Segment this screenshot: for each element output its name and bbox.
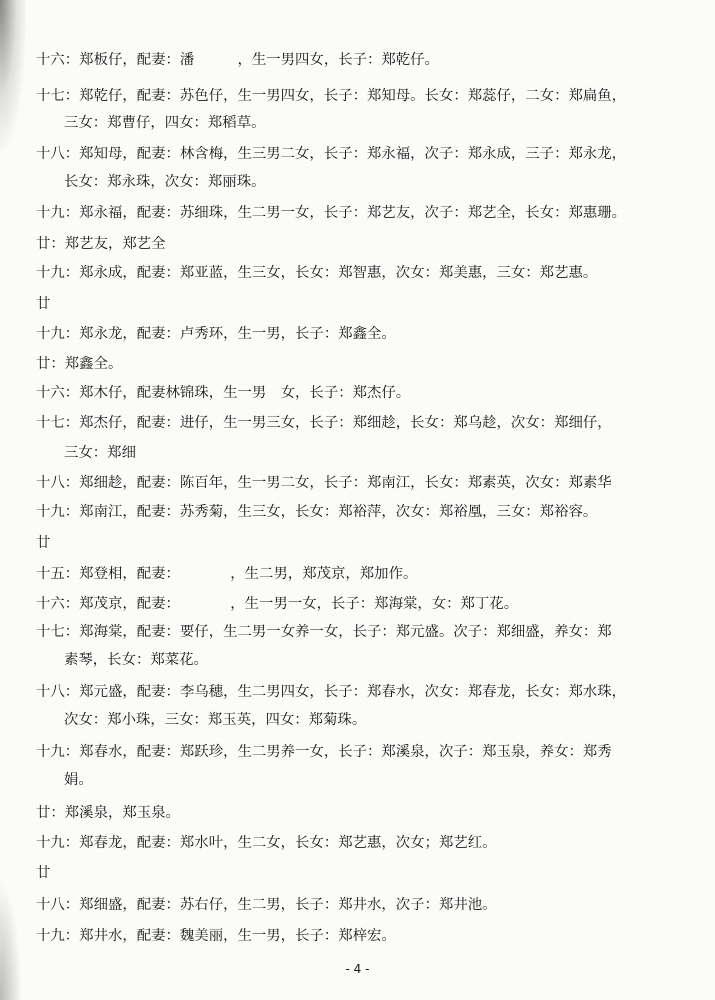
genealogy-line: 廿：郑鑫全。 [36, 356, 123, 372]
genealogy-line: 十九：郑南江，配妻：苏秀菊，生三女，长女：郑裕萍，次女：郑裕凰，三女：郑裕容。 [36, 504, 598, 520]
genealogy-line: 十七：郑海棠，配妻：要仔，生二男一女养一女，长子：郑元盛。次子：郑细盛，养女：郑 [36, 624, 612, 640]
genealogy-line-continued: 次女：郑小珠，三女：郑玉英，四女：郑菊珠。 [64, 712, 367, 728]
genealogy-line: 十九：郑永福，配妻：苏细珠，生二男一女，长子：郑艺友，次子：郑艺全，长女：郑惠珊。 [36, 205, 627, 221]
genealogy-line-continued: 长女：郑永珠，次女：郑丽珠。 [64, 174, 266, 190]
genealogy-line: 十九：郑春龙，配妻：郑水叶，生二女，长女：郑艺惠，次女；郑艺红。 [36, 835, 497, 851]
generation-marker: 廿 [36, 296, 51, 312]
generation-marker: 廿 [36, 535, 51, 551]
genealogy-line: 十六：郑茂京，配妻： ，生一男一女，长子：郑海棠，女：郑丁花。 [36, 596, 519, 612]
genealogy-line-continued: 素琴，长女：郑菜花。 [64, 652, 208, 668]
genealogy-line-continued: 娟。 [64, 772, 93, 788]
genealogy-line: 十九：郑永成，配妻：郑亚蓝，生三女，长女：郑智惠，次女：郑美惠，三女：郑艺惠。 [36, 265, 598, 281]
genealogy-line: 十八：郑细盛，配妻：苏右仔，生二男，长子：郑井水，次子：郑井池。 [36, 897, 497, 913]
genealogy-line: 十六：郑板仔，配妻：潘 ，生一男四女，长子：郑乾仔。 [36, 52, 439, 68]
genealogy-line: 十八：郑细趁，配妻：陈百年，生一男二女，长子：郑南江，长女：郑素英，次女：郑素华 [36, 475, 612, 491]
genealogy-line: 十九：郑井水，配妻：魏美丽，生一男，长子：郑梓宏。 [36, 928, 396, 944]
genealogy-line: 十七：郑杰仔，配妻：进仔，生一男三女，长子：郑细趁，长女：郑乌趁，次女：郑细仔， [36, 415, 612, 431]
genealogy-line: 十七：郑乾仔，配妻：苏色仔，生一男四女，长子：郑知母。长女：郑蕊仔，二女：郑扁鱼， [36, 88, 627, 104]
page-number: - 4 - [345, 962, 370, 976]
genealogy-line-continued: 三女：郑细 [64, 445, 136, 461]
genealogy-line: 十六：郑木仔，配妻林锦珠，生一男 女，长子：郑杰仔。 [36, 385, 411, 401]
genealogy-line: 十八：郑元盛，配妻：李乌穗，生二男四女，长子：郑春水，次女：郑春龙，长女：郑水珠， [36, 684, 627, 700]
genealogy-line-continued: 三女：郑曹仔，四女：郑稻草。 [64, 115, 266, 131]
generation-marker: 廿 [36, 865, 51, 881]
genealogy-line: 廿：郑艺友，郑艺全 [36, 236, 166, 252]
genealogy-line: 十九：郑永龙，配妻：卢秀环，生一男，长子：郑鑫全。 [36, 326, 396, 342]
genealogy-line: 十五：郑登相，配妻： ，生二男，郑茂京，郑加作。 [36, 566, 418, 582]
genealogy-line: 廿：郑溪泉，郑玉泉。 [36, 805, 180, 821]
genealogy-line: 十九：郑春水，配妻：郑跃珍，生二男养一女，长子：郑溪泉，次子：郑玉泉，养女：郑秀 [36, 744, 612, 760]
genealogy-line: 十八：郑知母，配妻：林含梅，生三男二女，长子：郑永福，次子：郑永成，三子：郑永龙， [36, 146, 627, 162]
